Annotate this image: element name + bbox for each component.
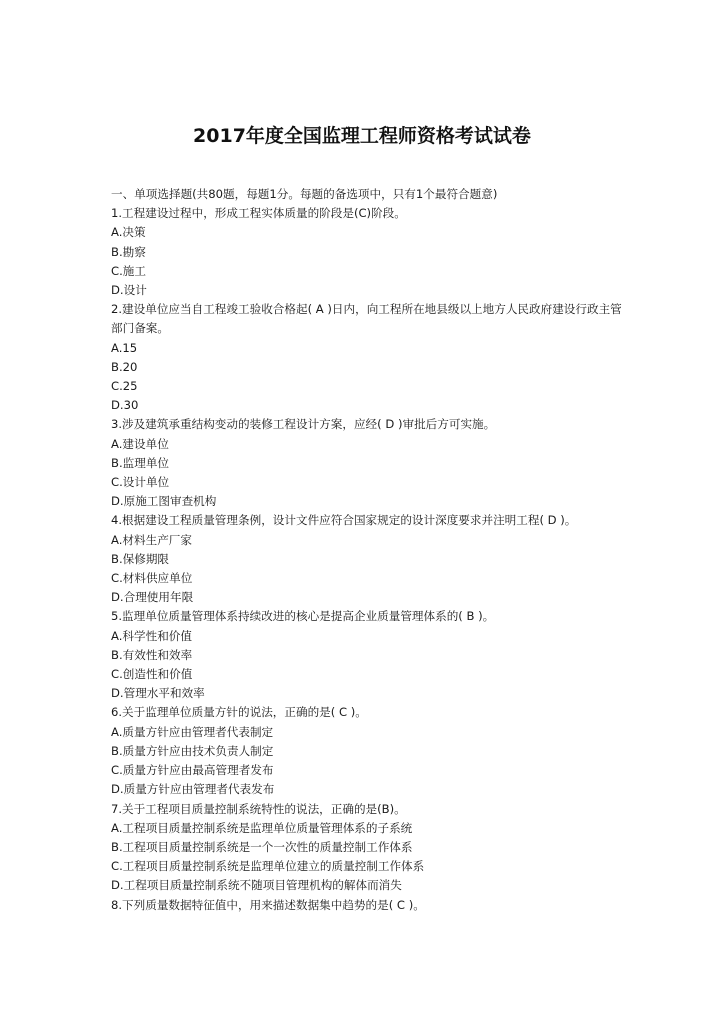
option: D.质量方针应由管理者代表发布 [111, 782, 275, 797]
option: B.质量方针应由技术负责人制定 [111, 743, 274, 758]
option: C.工程项目质量控制系统是监理单位建立的质量控制工作体系 [111, 859, 425, 874]
question-list [111, 185, 626, 915]
option: B.20 [111, 359, 138, 374]
option: A.材料生产厂家 [111, 532, 192, 547]
document-title: 2017年度全国监理工程师资格考试试卷 [193, 125, 531, 147]
option: C.质量方针应由最高管理者发布 [111, 763, 274, 778]
question-stem: 1.工程建设过程中，形成工程实体质量的阶段是(C)阶段。 [111, 206, 406, 221]
option: D.工程项目质量控制系统不随项目管理机构的解体而消失 [111, 878, 402, 893]
option: D.设计 [111, 283, 147, 298]
option: D.原施工图审查机构 [111, 494, 217, 509]
question-stem: 2.建设单位应当自工程竣工验收合格起( A )日内，向工程所在地县级以上地方人民政府建设行政主管部门备案。 [111, 302, 622, 336]
option: A.质量方针应由管理者代表制定 [111, 724, 274, 739]
question-stem: 5.监理单位质量管理体系持续改进的核心是提高企业质量管理体系的( B )。 [111, 609, 495, 624]
option: C.创造性和价值 [111, 667, 193, 682]
option: B.监理单位 [111, 455, 170, 470]
option: A.建设单位 [111, 436, 169, 451]
option: C.施工 [111, 263, 146, 278]
question-stem: 7.关于工程项目质量控制系统特性的说法，正确的是(B)。 [111, 801, 406, 816]
option: B.勘察 [111, 244, 146, 259]
option: D.30 [111, 398, 139, 413]
option: A.科学性和价值 [111, 628, 192, 643]
option: B.保修期限 [111, 551, 170, 566]
question-stem: 4.根据建设工程质量管理条例，设计文件应符合国家规定的设计深度要求并注明工程( D )。 [111, 513, 577, 528]
section-heading: 一、单项选择题(共80题，每题1分。每题的备选项中，只有1个最符合题意) [111, 187, 498, 201]
question-stem: 6.关于监理单位质量方针的说法，正确的是( C )。 [111, 705, 367, 720]
question-stem: 3.涉及建筑承重结构变动的装修工程设计方案，应经( D )审批后方可实施。 [111, 417, 496, 432]
option: C.25 [111, 379, 138, 394]
option: D.管理水平和效率 [111, 686, 205, 701]
option: B.有效性和效率 [111, 647, 193, 662]
option: D.合理使用年限 [111, 590, 194, 605]
option: A.15 [111, 340, 138, 355]
option: C.设计单位 [111, 475, 170, 490]
option: C.材料供应单位 [111, 571, 193, 586]
question-stem: 8.下列质量数据特征值中，用来描述数据集中趋势的是( C )。 [111, 897, 425, 912]
option: A.工程项目质量控制系统是监理单位质量管理体系的子系统 [111, 820, 413, 835]
option: B.工程项目质量控制系统是一个一次性的质量控制工作体系 [111, 839, 413, 854]
option: A.决策 [111, 225, 146, 240]
